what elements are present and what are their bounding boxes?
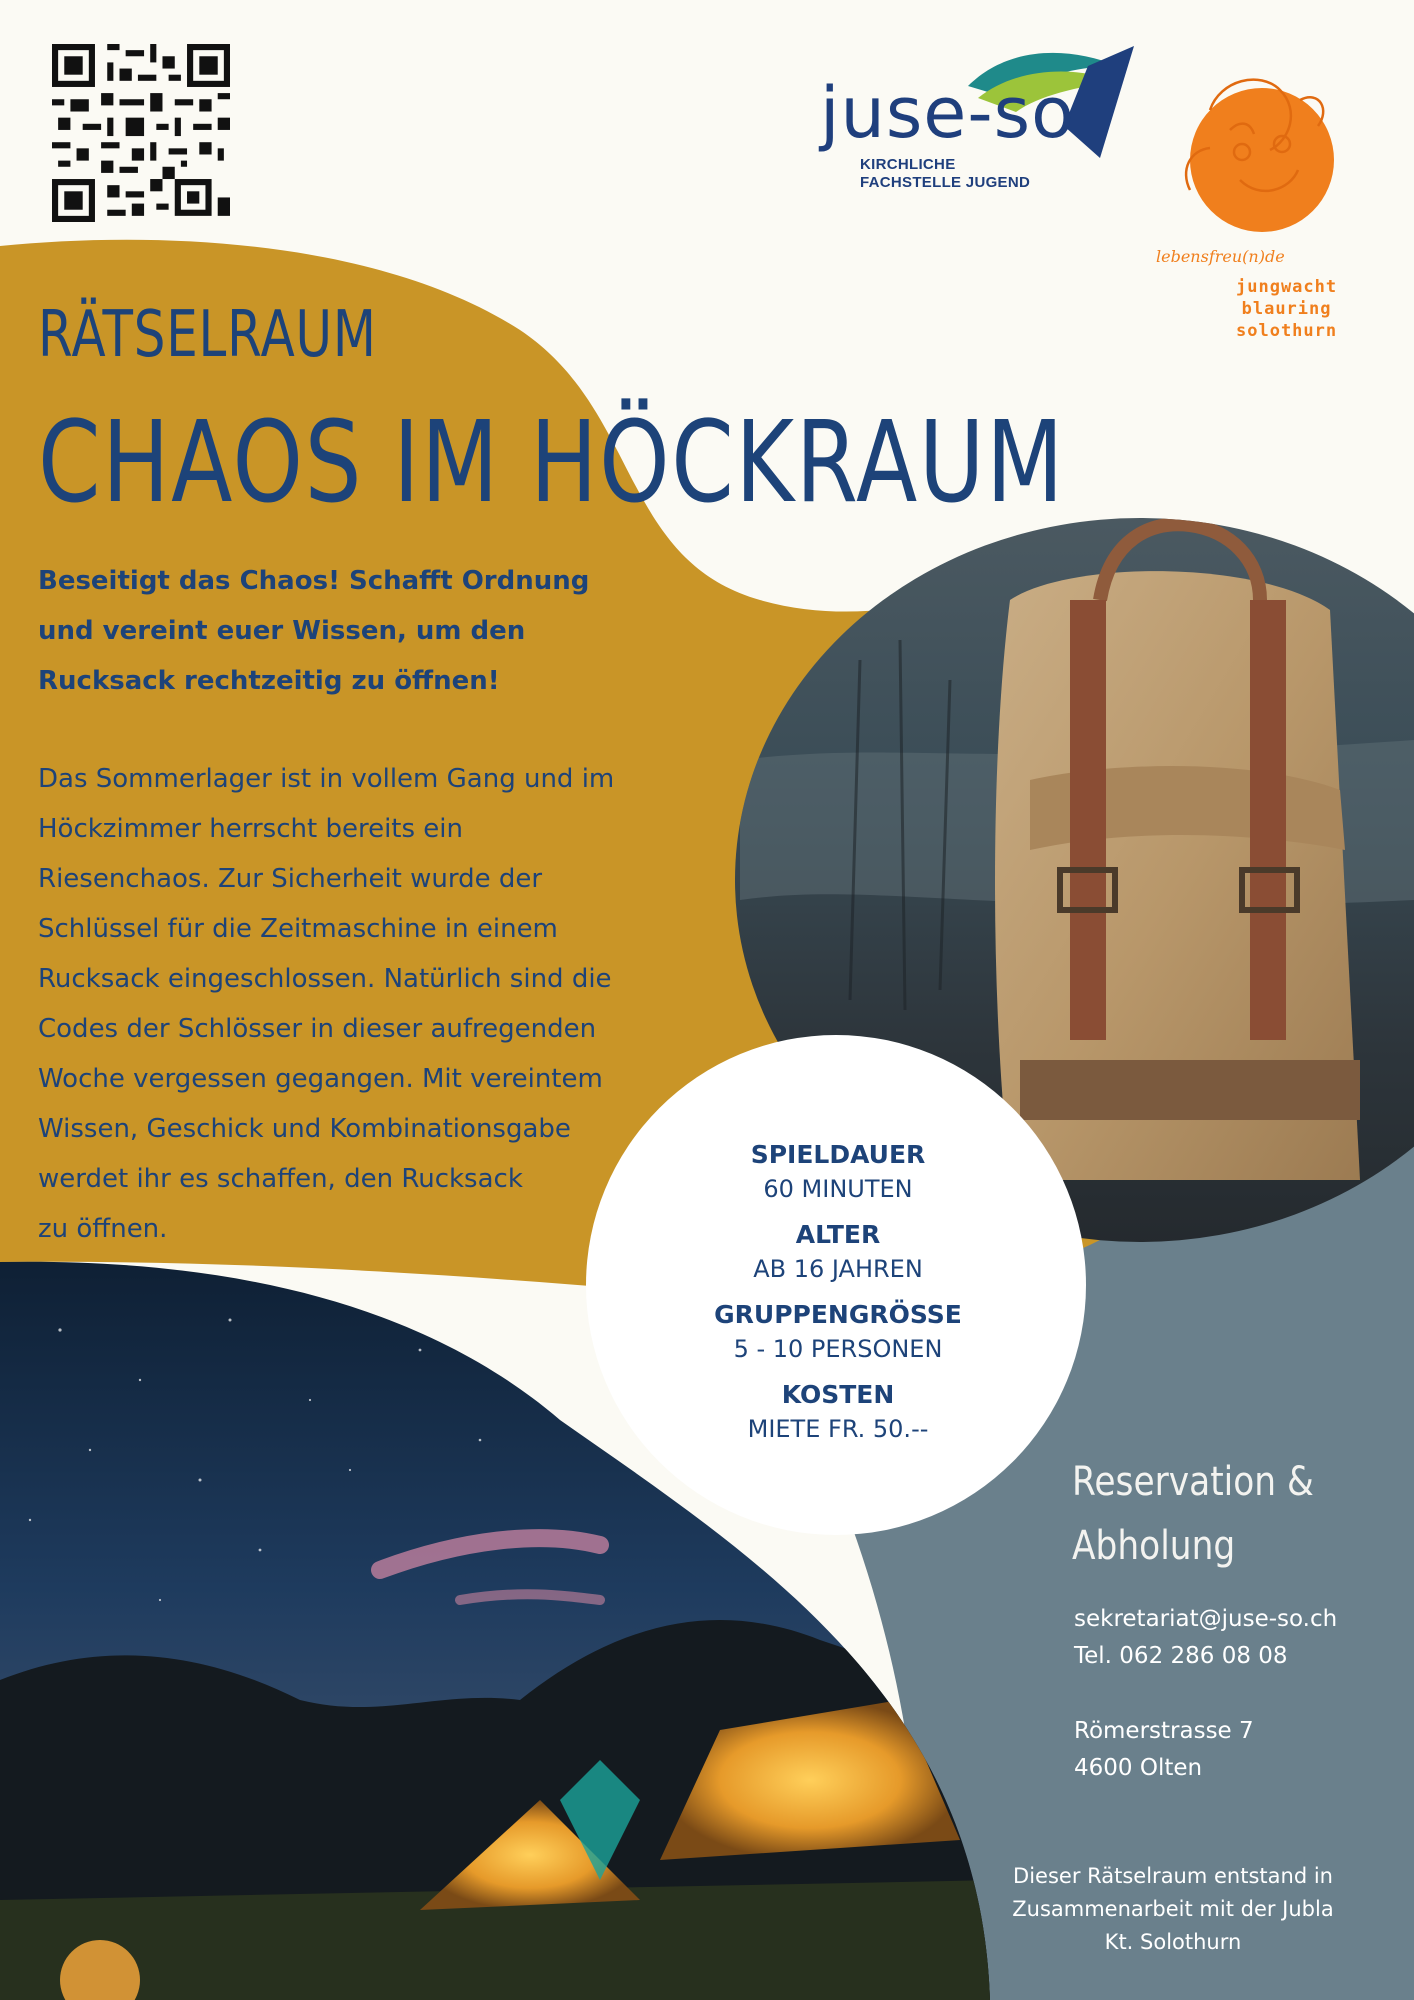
story-line: Woche vergessen gegangen. Mit vereintem — [38, 1064, 603, 1094]
info-value-duration: 60 MINUTEN — [763, 1175, 913, 1203]
lead-line: Beseitigt das Chaos! Schafft Ordnung — [38, 566, 590, 596]
story-line: werdet ihr es schaffen, den Rucksack — [38, 1164, 523, 1194]
email-link[interactable]: sekretariat@juse-so.ch — [1074, 1606, 1338, 1632]
page-title: CHAOS IM HÖCKRAUM — [38, 398, 1065, 528]
juse-sub-line-1: KIRCHLICHE — [860, 156, 956, 173]
footer-credit — [988, 1860, 1358, 1959]
contact-block — [1074, 1601, 1337, 1787]
info-value-age: AB 16 JAHREN — [753, 1255, 923, 1283]
info-label-duration: SPIELDAUER — [750, 1140, 926, 1169]
qr-code-icon[interactable] — [52, 44, 230, 222]
address-city: 4600 Olten — [1074, 1755, 1203, 1781]
lead-line: Rucksack rechtzeitig zu öffnen! — [38, 666, 500, 696]
juse-so-subtitle — [860, 156, 1030, 192]
story-line: Das Sommerlager ist in vollem Gang und im — [38, 764, 615, 794]
footer-line: Kt. Solothurn — [1104, 1930, 1242, 1954]
reservation-heading — [1072, 1450, 1314, 1578]
story-line: Höckzimmer herrscht bereits ein — [38, 814, 464, 844]
story-line: Rucksack eingeschlossen. Natürlich sind die — [38, 964, 612, 994]
juse-so-logo: juse-so — [820, 72, 1075, 154]
jubla-wordmark — [1236, 276, 1337, 342]
info-label-age: ALTER — [795, 1220, 881, 1249]
juse-sub-line-2: FACHSTELLE JUGEND — [860, 174, 1031, 191]
title-kicker: RÄTSELRAUM — [38, 298, 377, 372]
story-line: Wissen, Geschick und Kombinationsgabe — [38, 1114, 571, 1144]
info-value-cost: MIETE FR. 50.-- — [747, 1415, 929, 1443]
info-label-cost: KOSTEN — [781, 1380, 895, 1409]
address-street: Römerstrasse 7 — [1074, 1718, 1254, 1744]
game-info — [668, 1138, 1008, 1458]
footer-line: Dieser Rätselraum entstand in — [1013, 1864, 1333, 1888]
reservation-heading-line-2: Abholung — [1072, 1523, 1236, 1569]
phone-number[interactable]: Tel. 062 286 08 08 — [1074, 1643, 1288, 1669]
story-paragraph — [38, 754, 718, 1254]
footer-line: Zusammenarbeit mit der Jubla — [1012, 1897, 1334, 1921]
story-line: Codes der Schlösser in dieser aufregenden — [38, 1014, 597, 1044]
lead-line: und vereint euer Wissen, um den — [38, 616, 526, 646]
jubla-line-2: blauring — [1241, 299, 1332, 319]
jubla-slogan: lebensfreu(n)de — [1156, 247, 1285, 266]
story-line: Riesenchaos. Zur Sicherheit wurde der — [38, 864, 543, 894]
info-label-group-size: GRUPPENGRÖSSE — [714, 1300, 962, 1329]
jubla-line-3: solothurn — [1236, 321, 1338, 341]
story-line: Schlüssel für die Zeitmaschine in einem — [38, 914, 558, 944]
jubla-logo-icon — [1150, 40, 1340, 270]
reservation-heading-line-1: Reservation & — [1072, 1459, 1314, 1505]
info-value-group-size: 5 - 10 PERSONEN — [733, 1335, 943, 1363]
lead-paragraph — [38, 556, 728, 706]
jubla-line-1: jungwacht — [1236, 277, 1338, 297]
story-line: zu öffnen. — [38, 1214, 168, 1244]
